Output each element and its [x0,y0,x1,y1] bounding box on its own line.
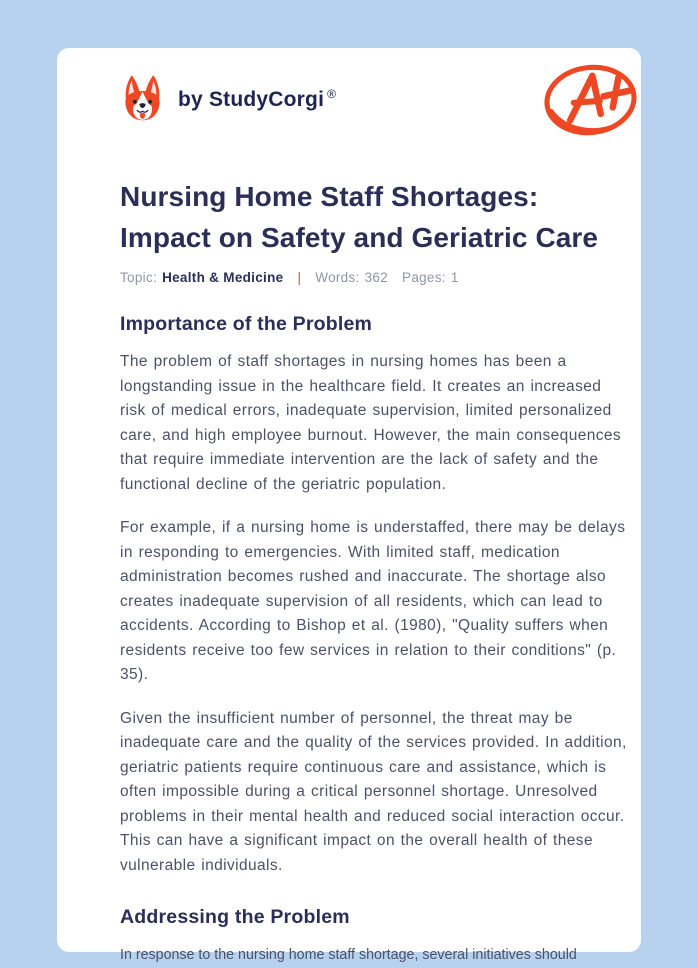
paragraph: The problem of staff shortages in nursing homes has been a longstanding issue in the healthcare field. It creates an increased risk of medical errors, inadequate supervision, limited personalized care, and high employee burnout. However, the main consequences that require immediate intervention are the lack of safety and the functional decline of the geriatric population. [120,353,622,493]
brand-name: by StudyCorgi [178,88,325,111]
card-content [57,48,628,968]
paragraph: For example, if a nursing home is understaffed, there may be delays in responding to emergencies. With limited staff, medication administration becomes rushed and inaccurate. The shortage also creates inadequate supervision of all residents, which can lead to accidents. According to Bishop et al. (1980), "Quality suffers when residents receive too few services in relation to their conditions" (p. 35). [120,519,626,683]
section-addressing [120,904,628,968]
paragraph: Given the insufficient number of personnel, the threat may be inadequate care and the quality of the services provided. In addition, geriatric patients require continuous care and assistance, which is often impossible during a critical personnel shortage. Unresolved problems in their mental health and reduced social interaction occur. This can have a significant impact on the overall health of these vulnerable individuals. [120,709,627,874]
section-importance [120,311,628,878]
a-plus-grade-icon [541,61,640,139]
topic-label: Topic: [120,270,158,285]
registered-trademark: ® [327,87,336,101]
topic-value: Health & Medicine [162,270,284,285]
meta-separator: | [297,270,302,285]
pages-label: Pages: [402,270,446,285]
paragraph-clipped: In response to the nursing home staff shortage, several initiatives should [120,946,577,963]
words-value: 362 [364,270,389,285]
section-heading: Importance of the Problem [120,313,373,335]
corgi-logo-icon [120,74,165,126]
page-title: Nursing Home Staff Shortages: Impact on Safety and Geriatric Care [120,181,599,253]
pages-value: 1 [450,270,459,285]
words-label: Words: [315,270,360,285]
article-meta [120,270,628,285]
document-card [57,48,641,963]
section-heading: Addressing the Problem [120,906,350,928]
